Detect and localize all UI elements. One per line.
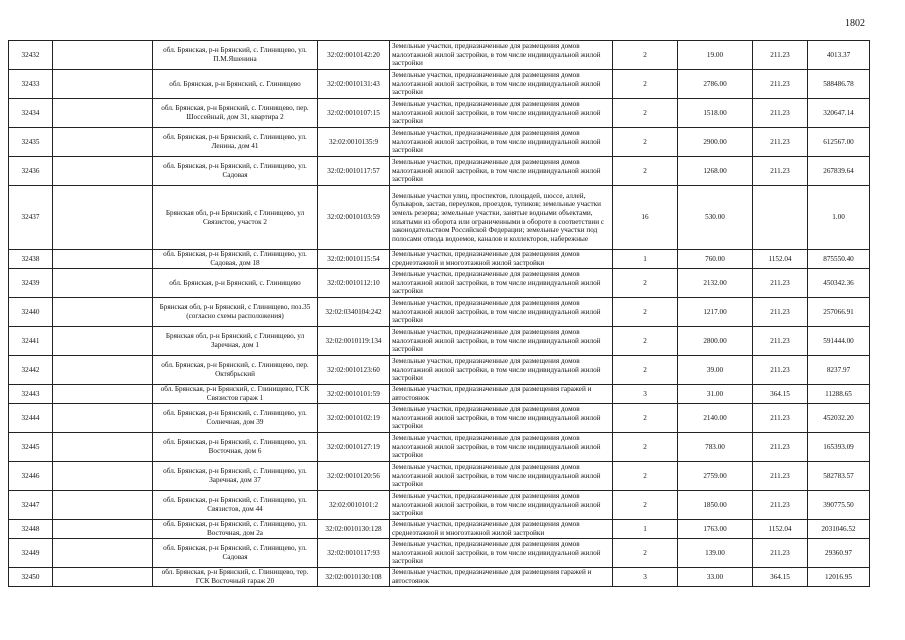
row-number-cell: 32441	[9, 327, 53, 356]
rate-cell: 211.23	[753, 128, 808, 157]
land-use-cell: Земельные участки, предназначенные для размещения домов малоэтажной жилой застройки, в том числе индивидуальной жилой застройки	[390, 433, 613, 462]
blank-cell	[53, 462, 153, 491]
row-number-cell: 32438	[9, 250, 53, 269]
group-cell: 2	[613, 157, 678, 186]
table-row	[9, 70, 870, 99]
row-number-cell: 32448	[9, 520, 53, 539]
address-cell: обл. Брянская, р-н Брянский, с. Глинищево, ул. Садовая	[153, 157, 318, 186]
blank-cell	[53, 433, 153, 462]
area-cell: 2759.00	[678, 462, 753, 491]
cadastral-value-cell: 452032.20	[808, 404, 870, 433]
address-cell: обл. Брянская, р-н Брянский, с. Глинищево, ул. Ленина, дом 41	[153, 128, 318, 157]
rate-cell: 364.15	[753, 568, 808, 587]
address-cell: обл. Брянская, р-н Брянский, с. Глинищево, ул. Солнечная, дом 39	[153, 404, 318, 433]
rate-cell: 211.23	[753, 99, 808, 128]
land-use-cell: Земельные участки, предназначенные для размещения домов среднеэтажной и многоэтажной жилой застройки	[390, 520, 613, 539]
cadastral-number-cell: 32:02:0010142:20	[318, 41, 390, 70]
land-use-cell: Земельные участки улиц, проспектов, площадей, шоссе, аллей, бульваров, застав, переулков, проездов, тупиков; земельные участки земель резерва; земельные участки, занятые водными объектами, изъятыми из оборота или ограниченными в обороте в соответствии с законодательством Российской Федерации; земельные участки под полосами отвода водоемов, каналов и коллекторов, набережные	[390, 186, 613, 250]
rate-cell: 211.23	[753, 404, 808, 433]
cadastral-number-cell: 32:02:0340104:242	[318, 298, 390, 327]
land-use-cell: Земельные участки, предназначенные для размещения домов малоэтажной жилой застройки, в том числе индивидуальной жилой застройки	[390, 462, 613, 491]
cadastral-value-cell: 320647.14	[808, 99, 870, 128]
area-cell: 783.00	[678, 433, 753, 462]
cadastral-value-cell: 267839.64	[808, 157, 870, 186]
blank-cell	[53, 385, 153, 404]
group-cell: 2	[613, 356, 678, 385]
cadastral-number-cell: 32:02:0010123:60	[318, 356, 390, 385]
area-cell: 2800.00	[678, 327, 753, 356]
group-cell: 2	[613, 327, 678, 356]
rate-cell: 1152.04	[753, 250, 808, 269]
group-cell: 2	[613, 269, 678, 298]
rate-cell: 211.23	[753, 269, 808, 298]
address-cell: обл. Брянская, р-н Брянский, с. Глинищево, ул. Связистов, дом 44	[153, 491, 318, 520]
rate-cell: 211.23	[753, 70, 808, 99]
land-use-cell: Земельные участки, предназначенные для размещения домов среднеэтажной и многоэтажной жилой застройки	[390, 250, 613, 269]
cadastral-number-cell: 32:02:0010107:15	[318, 99, 390, 128]
cadastral-number-cell: 32:02:0010127:19	[318, 433, 390, 462]
blank-cell	[53, 298, 153, 327]
cadastral-number-cell: 32:02:0010119:134	[318, 327, 390, 356]
group-cell: 2	[613, 41, 678, 70]
blank-cell	[53, 269, 153, 298]
area-cell: 1217.00	[678, 298, 753, 327]
address-cell: Брянская обл, р-н Брянский, с Глинищево, поз.35 (согласно схемы расположения)	[153, 298, 318, 327]
table-row	[9, 385, 870, 404]
blank-cell	[53, 404, 153, 433]
cadastral-number-cell: 32:02:0010135:9	[318, 128, 390, 157]
rate-cell: 1152.04	[753, 520, 808, 539]
land-use-cell: Земельные участки, предназначенные для размещения домов малоэтажной жилой застройки, в том числе индивидуальной жилой застройки	[390, 298, 613, 327]
area-cell: 2786.00	[678, 70, 753, 99]
group-cell: 2	[613, 99, 678, 128]
rate-cell: 211.23	[753, 356, 808, 385]
area-cell: 2132.00	[678, 269, 753, 298]
area-cell: 2900.00	[678, 128, 753, 157]
table-row	[9, 491, 870, 520]
area-cell: 33.00	[678, 568, 753, 587]
cadastral-value-table	[8, 40, 870, 587]
area-cell: 139.00	[678, 539, 753, 568]
cadastral-number-cell: 32:02:0010117:57	[318, 157, 390, 186]
group-cell: 2	[613, 462, 678, 491]
rate-cell: 211.23	[753, 41, 808, 70]
row-number-cell: 32449	[9, 539, 53, 568]
row-number-cell: 32436	[9, 157, 53, 186]
row-number-cell: 32446	[9, 462, 53, 491]
table-row	[9, 327, 870, 356]
cadastral-number-cell: 32:02:0010103:59	[318, 186, 390, 250]
table-row	[9, 520, 870, 539]
blank-cell	[53, 186, 153, 250]
row-number-cell: 32445	[9, 433, 53, 462]
rate-cell: 211.23	[753, 462, 808, 491]
rate-cell: 211.23	[753, 433, 808, 462]
table-row	[9, 186, 870, 250]
area-cell: 2140.00	[678, 404, 753, 433]
row-number-cell: 32443	[9, 385, 53, 404]
group-cell: 2	[613, 404, 678, 433]
cadastral-value-cell: 582783.57	[808, 462, 870, 491]
cadastral-number-cell: 32:02:0010101:2	[318, 491, 390, 520]
row-number-cell: 32444	[9, 404, 53, 433]
table-row	[9, 404, 870, 433]
address-cell: обл. Брянская, р-н Брянский, с. Глинищево	[153, 269, 318, 298]
row-number-cell: 32434	[9, 99, 53, 128]
group-cell: 2	[613, 128, 678, 157]
table-row	[9, 250, 870, 269]
row-number-cell: 32447	[9, 491, 53, 520]
group-cell: 1	[613, 520, 678, 539]
address-cell: обл. Брянская, р-н Брянский, с. Глинищево, ул. Восточная, дом 6	[153, 433, 318, 462]
blank-cell	[53, 520, 153, 539]
blank-cell	[53, 539, 153, 568]
table-row	[9, 298, 870, 327]
address-cell: обл. Брянская, р-н Брянский, с. Глинищево, ул. П.М.Яшенина	[153, 41, 318, 70]
blank-cell	[53, 491, 153, 520]
cadastral-value-cell: 2031046.52	[808, 520, 870, 539]
cadastral-value-cell: 875550.40	[808, 250, 870, 269]
table-row	[9, 568, 870, 587]
cadastral-value-cell: 591444.00	[808, 327, 870, 356]
land-use-cell: Земельные участки, предназначенные для размещения домов малоэтажной жилой застройки, в том числе индивидуальной жилой застройки	[390, 327, 613, 356]
table-row	[9, 462, 870, 491]
table-row	[9, 539, 870, 568]
group-cell: 16	[613, 186, 678, 250]
land-use-cell: Земельные участки, предназначенные для размещения домов малоэтажной жилой застройки, в том числе индивидуальной жилой застройки	[390, 128, 613, 157]
rate-cell: 211.23	[753, 491, 808, 520]
group-cell: 2	[613, 539, 678, 568]
blank-cell	[53, 128, 153, 157]
area-cell: 530.00	[678, 186, 753, 250]
address-cell: обл. Брянская, р-н Брянский, с. Глинищево, тер. ГСК Восточный гараж 20	[153, 568, 318, 587]
cadastral-number-cell: 32:02:0010131:43	[318, 70, 390, 99]
rate-cell	[753, 186, 808, 250]
row-number-cell: 32437	[9, 186, 53, 250]
address-cell: обл. Брянская, р-н Брянский, с. Глинищево, пер. Шоссейный, дом 31, квартира 2	[153, 99, 318, 128]
rate-cell: 364.15	[753, 385, 808, 404]
group-cell: 2	[613, 298, 678, 327]
cadastral-number-cell: 32:02:0010117:93	[318, 539, 390, 568]
cadastral-number-cell: 32:02:0010115:54	[318, 250, 390, 269]
group-cell: 2	[613, 70, 678, 99]
table-row	[9, 433, 870, 462]
rate-cell: 211.23	[753, 157, 808, 186]
rate-cell: 211.23	[753, 298, 808, 327]
table-row	[9, 269, 870, 298]
group-cell: 3	[613, 385, 678, 404]
cadastral-value-cell: 165393.09	[808, 433, 870, 462]
cadastral-number-cell: 32:02:0010102:19	[318, 404, 390, 433]
table-row	[9, 99, 870, 128]
land-use-cell: Земельные участки, предназначенные для размещения гаражей и автостоянок	[390, 385, 613, 404]
group-cell: 2	[613, 433, 678, 462]
row-number-cell: 32450	[9, 568, 53, 587]
table-row	[9, 356, 870, 385]
address-cell: Брянская обл, р-н Брянский, с Глинищево, ул Связистов, участок 2	[153, 186, 318, 250]
cadastral-number-cell: 32:02:0010112:10	[318, 269, 390, 298]
cadastral-value-cell: 29360.97	[808, 539, 870, 568]
area-cell: 760.00	[678, 250, 753, 269]
address-cell: обл. Брянская, р-н Брянский, с. Глинищево, ул. Восточная, дом 2а	[153, 520, 318, 539]
land-use-cell: Земельные участки, предназначенные для размещения домов малоэтажной жилой застройки, в том числе индивидуальной жилой застройки	[390, 41, 613, 70]
land-use-cell: Земельные участки, предназначенные для размещения домов малоэтажной жилой застройки, в том числе индивидуальной жилой застройки	[390, 99, 613, 128]
table-row	[9, 128, 870, 157]
area-cell: 39.00	[678, 356, 753, 385]
area-cell: 1518.00	[678, 99, 753, 128]
blank-cell	[53, 327, 153, 356]
cadastral-value-cell: 11288.65	[808, 385, 870, 404]
land-use-cell: Земельные участки, предназначенные для размещения гаражей и автостоянок	[390, 568, 613, 587]
cadastral-value-cell: 4013.37	[808, 41, 870, 70]
land-use-cell: Земельные участки, предназначенные для размещения домов малоэтажной жилой застройки, в том числе индивидуальной жилой застройки	[390, 404, 613, 433]
address-cell: обл. Брянская, р-н Брянский, с. Глинищево, ул. Садовая, дом 18	[153, 250, 318, 269]
blank-cell	[53, 70, 153, 99]
cadastral-value-cell: 257066.91	[808, 298, 870, 327]
table-body	[9, 41, 870, 587]
row-number-cell: 32442	[9, 356, 53, 385]
row-number-cell: 32439	[9, 269, 53, 298]
cadastral-value-cell: 612567.00	[808, 128, 870, 157]
cadastral-number-cell: 32:02:0010130:128	[318, 520, 390, 539]
rate-cell: 211.23	[753, 327, 808, 356]
land-use-cell: Земельные участки, предназначенные для размещения домов малоэтажной жилой застройки, в том числе индивидуальной жилой застройки	[390, 356, 613, 385]
area-cell: 19.00	[678, 41, 753, 70]
address-cell: обл. Брянская, р-н Брянский, с. Глинищево, пер. Октябрьский	[153, 356, 318, 385]
land-use-cell: Земельные участки, предназначенные для размещения домов малоэтажной жилой застройки, в том числе индивидуальной жилой застройки	[390, 269, 613, 298]
land-use-cell: Земельные участки, предназначенные для размещения домов малоэтажной жилой застройки, в том числе индивидуальной жилой застройки	[390, 70, 613, 99]
cadastral-value-cell: 588486.78	[808, 70, 870, 99]
area-cell: 1268.00	[678, 157, 753, 186]
address-cell: Брянская обл, р-н Брянский, с Глинищево, ул Заречная, дом 1	[153, 327, 318, 356]
group-cell: 2	[613, 491, 678, 520]
cadastral-number-cell: 32:02:0010101:59	[318, 385, 390, 404]
cadastral-value-cell: 450342.36	[808, 269, 870, 298]
land-use-cell: Земельные участки, предназначенные для размещения домов малоэтажной жилой застройки, в том числе индивидуальной жилой застройки	[390, 157, 613, 186]
address-cell: обл. Брянская, р-н Брянский, с. Глинищево, ГСК Связистов гараж 1	[153, 385, 318, 404]
rate-cell: 211.23	[753, 539, 808, 568]
cadastral-value-cell: 12016.95	[808, 568, 870, 587]
cadastral-value-cell: 1.00	[808, 186, 870, 250]
area-cell: 1763.00	[678, 520, 753, 539]
blank-cell	[53, 250, 153, 269]
cadastral-number-cell: 32:02:0010120:56	[318, 462, 390, 491]
cadastral-value-cell: 8237.97	[808, 356, 870, 385]
row-number-cell: 32432	[9, 41, 53, 70]
address-cell: обл. Брянская, р-н Брянский, с. Глинищево, ул. Садовая	[153, 539, 318, 568]
blank-cell	[53, 157, 153, 186]
row-number-cell: 32435	[9, 128, 53, 157]
group-cell: 1	[613, 250, 678, 269]
area-cell: 1850.00	[678, 491, 753, 520]
group-cell: 3	[613, 568, 678, 587]
blank-cell	[53, 41, 153, 70]
address-cell: обл. Брянская, р-н Брянский, с. Глинищево, ул. Заречная, дом 37	[153, 462, 318, 491]
blank-cell	[53, 356, 153, 385]
table-row	[9, 41, 870, 70]
cadastral-number-cell: 32:02:0010130:108	[318, 568, 390, 587]
area-cell: 31.00	[678, 385, 753, 404]
land-use-cell: Земельные участки, предназначенные для размещения домов малоэтажной жилой застройки, в том числе индивидуальной жилой застройки	[390, 491, 613, 520]
blank-cell	[53, 568, 153, 587]
page-number: 1802	[845, 18, 865, 29]
blank-cell	[53, 99, 153, 128]
cadastral-value-cell: 390775.50	[808, 491, 870, 520]
land-use-cell: Земельные участки, предназначенные для размещения домов малоэтажной жилой застройки, в том числе индивидуальной жилой застройки	[390, 539, 613, 568]
row-number-cell: 32433	[9, 70, 53, 99]
address-cell: обл. Брянская, р-н Брянский, с. Глинищево	[153, 70, 318, 99]
row-number-cell: 32440	[9, 298, 53, 327]
table-row	[9, 157, 870, 186]
